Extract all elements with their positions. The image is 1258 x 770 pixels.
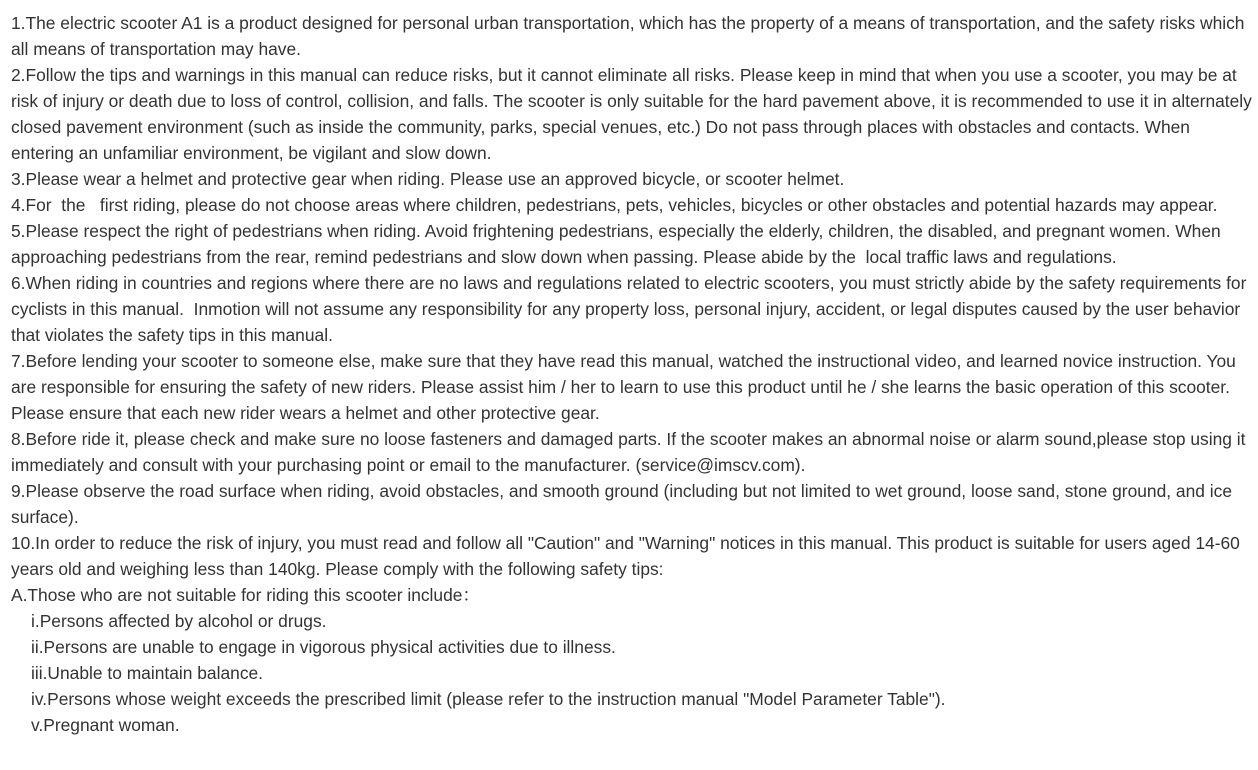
paragraph-10: 10.In order to reduce the risk of injury, you must read and follow all "Caution" and "Warning" notices in this manual. This product is suitable for users aged 14-60 years old and weighing less than 140kg. Please comply with the following safety tips: — [11, 533, 1240, 579]
sub-item-i: i.Persons affected by alcohol or drugs. — [31, 611, 327, 631]
paragraph-2: 2.Follow the tips and warnings in this manual can reduce risks, but it cannot eliminate all risks. Please keep in mind that when you use a scooter, you may be at risk of injury or death due to loss of control, collision, and falls. The scooter is only suitable for the hard pavement above, it is recommended to use it in alternately closed pavement environment (such as inside the community, parks, special venues, etc.) Do not pass through places with obstacles and contacts. When entering an unfamiliar environment, be vigilant and slow down. — [11, 65, 1252, 163]
sub-item-iii: iii.Unable to maintain balance. — [31, 663, 264, 683]
paragraph-6: 6.When riding in countries and regions where there are no laws and regulations related to electric scooters, you must strictly abide by the safety requirements for cyclists in this manual. Inmotion will not assume any responsibility for any property loss, personal injury, accident, or legal disputes caused by the user behavior that violates the safety tips in this manual. — [11, 273, 1252, 345]
paragraph-4: 4.For the first riding, please do not choose areas where children, pedestrians, pets, vehicles, bicycles or other obstacles and potential hazards may appear. — [11, 195, 1218, 215]
paragraph-5: 5.Please respect the right of pedestrians when riding. Avoid frightening pedestrians, especially the elderly, children, the disabled, and pregnant women. When approaching pedestrians from the rear, remind pedestrians and slow down when passing. Please abide by the local traffic laws and regulations. — [11, 221, 1226, 267]
paragraph-7: 7.Before lending your scooter to someone else, make sure that they have read this manual, watched the instructional video, and learned novice instruction. You are responsible for ensuring the safety of new riders. Please assist him / her to learn to use this product until he / she learns the basic operation of this scooter. Please ensure that each new rider wears a helmet and other protective gear. — [11, 351, 1236, 423]
paragraph-9: 9.Please observe the road surface when riding, avoid obstacles, and smooth ground (including but not limited to wet ground, loose sand, stone ground, and ice surface). — [11, 481, 1233, 527]
sub-item-iv: iv.Persons whose weight exceeds the prescribed limit (please refer to the instruction manual "Model Parameter Table"). — [31, 689, 946, 709]
paragraph-1: 1.The electric scooter A1 is a product designed for personal urban transportation, which has the property of a means of transportation, and the safety risks which all means of transportation may have. — [11, 13, 1245, 59]
paragraph-3: 3.Please wear a helmet and protective gear when riding. Please use an approved bicycle, or scooter helmet. — [11, 169, 845, 189]
sub-item-v: v.Pregnant woman. — [31, 715, 180, 735]
paragraph-8: 8.Before ride it, please check and make sure no loose fasteners and damaged parts. If the scooter makes an abnormal noise or alarm sound,please stop using it immediately and consult with your purchasing point or email to the manufacturer. (service@imscv.com). — [11, 429, 1246, 475]
paragraph-a: A.Those who are not suitable for riding this scooter include： — [11, 585, 480, 605]
sub-item-ii: ii.Persons are unable to engage in vigorous physical activities due to illness. — [31, 637, 616, 657]
